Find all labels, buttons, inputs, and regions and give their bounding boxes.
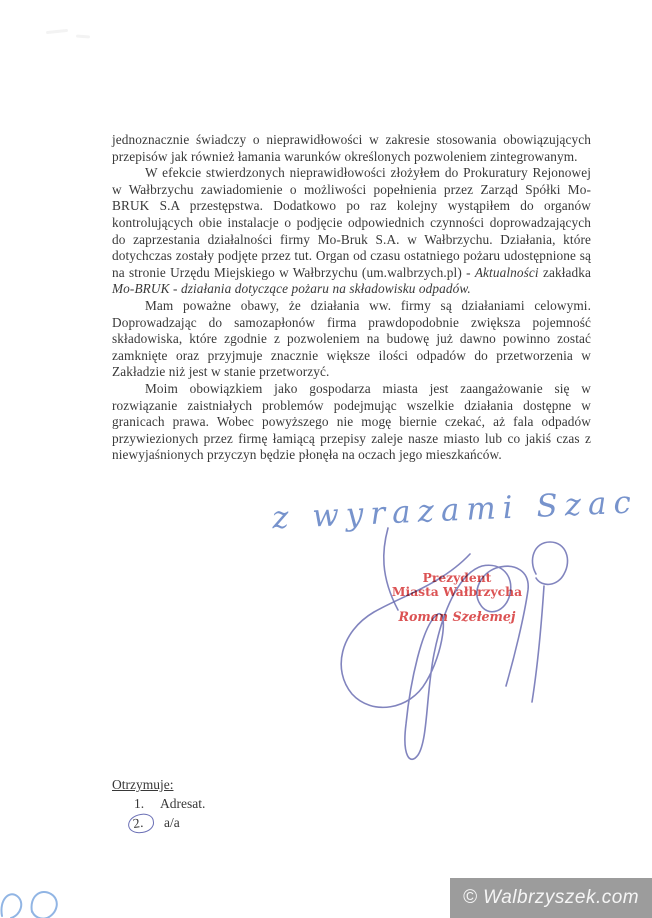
letter-body (112, 132, 591, 464)
item-number-pen-circled: 2. (127, 812, 155, 834)
paragraph-continuation: jednoznacznie świadczy o nieprawidłowości w zakresie stosowania obowiązujących przepisów jak również łamania warunków określonych pozwoleniem zintegrowanym. (112, 132, 591, 164)
distribution-heading: Otrzymuje: (112, 777, 174, 792)
watermark-bar (450, 878, 652, 918)
signature-scribble (322, 524, 578, 774)
italic-website-section: Aktualności (474, 264, 539, 280)
watermark-text: © Walbrzyszek.com (462, 887, 640, 908)
item-label: a/a (164, 815, 180, 830)
stamp-title: Prezydent (422, 570, 492, 585)
paragraph-prosecutor-notice (112, 165, 591, 298)
item-label: Adresat. (160, 796, 206, 811)
pen-scribble (0, 886, 64, 918)
signature-stroke (532, 586, 544, 702)
signature-stroke (532, 542, 567, 584)
scribble-stroke (32, 892, 57, 918)
scan-artifact (46, 29, 68, 34)
paragraph-text: zakładka (538, 264, 591, 280)
distribution-list (112, 777, 205, 835)
stamp-city: Miasta Wałbrzycha (391, 584, 523, 599)
list-item (131, 814, 205, 833)
paragraph-concerns: Mam poważne obawy, że działania ww. firmy są działaniami celowymi. Doprowadzając do samozapłonów firma prawdopodobnie zwiększa pojemność składowiska, które zgodnie z pozwoleniem na budowę już dawno powinno zostać zamknięte oraz przyjmuje znacznie większe ilości odpadów do przetworzenia w Zakładzie niż jest w stanie przetworzyć. (112, 297, 591, 380)
scribble-stroke (1, 894, 21, 918)
handwritten-closing-note: z wyrazami Szac (271, 484, 639, 537)
italic-tab-title: Mo-BRUK - działania dotyczące pożaru na składowisku odpadów. (112, 281, 471, 297)
signature-stroke (341, 554, 528, 759)
scan-artifact (76, 35, 90, 39)
paragraph-text: W efekcie stwierdzonych nieprawidłowości złożyłem do Prokuratury Rejonowej w Wałbrzychu zawiadomienie o możliwości popełnienia przez Zarząd Spółki Mo-BRUK S.A przestępstwa. Dodatkowo po raz kolejny wystąpiłem do organów kontrolujących obie instalacje o podjęcie odpowiednich czynności doprowadzających do zaprzestania działalności firmy Mo-Bruk S.A. w Wałbrzychu. Działania, które dotychczas zostały podjęte przez tut. Organ od czasu ostatniego pożaru udostępnione są na stronie Urzędu Miejskiego w Wałbrzychu (um.walbrzych.pl) - (112, 165, 591, 280)
stamp-signatory-name: Roman Szełemej (398, 609, 516, 624)
signature-stroke (384, 528, 398, 610)
list-item (134, 796, 205, 812)
item-number: 1. (134, 796, 145, 811)
paragraph-obligation: Moim obowiązkiem jako gospodarza miasta jest zaangażowanie się w rozwiązanie zaistniałych problemów podejmując wszelkie działania dostępne w granicach prawa. Wobec powyższego nie mogę biernie czekać, aż fala odpadów przywiezionych przez firmę łamiącą przepisy zaleje nasze miasto lub co jakiś czas z niewyjaśnionych przyczyn będzie płonęła na oczach jego mieszkańców. (112, 380, 591, 463)
